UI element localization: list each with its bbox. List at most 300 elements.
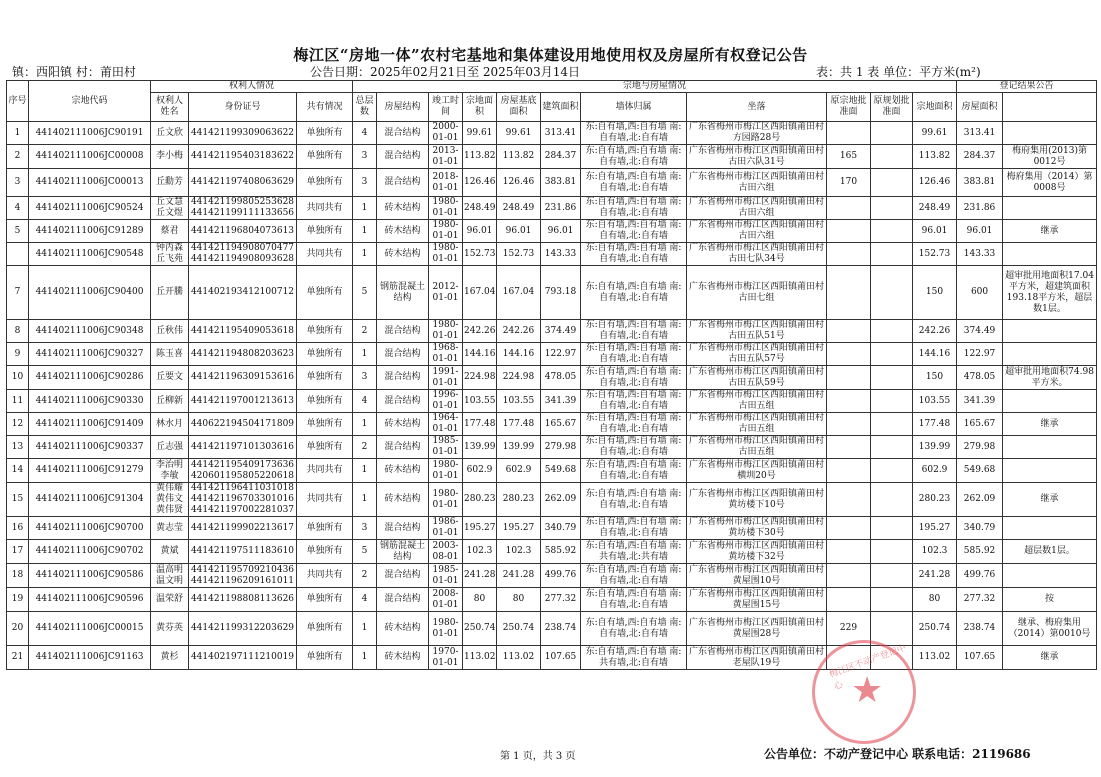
- cell-orig-plan: [871, 145, 913, 169]
- table-body: [7, 122, 1097, 670]
- cell-address: 广东省梅州市梅江区西阳镇莆田村古田六组: [687, 169, 827, 197]
- cell-orig-approved: [827, 243, 871, 266]
- cell-address: 广东省梅州市梅江区西阳镇莆田村黄坊楼下30号: [687, 517, 827, 540]
- cell-floor-count: 4: [353, 122, 377, 145]
- cell-orig-approved: [827, 366, 871, 390]
- cell-result-house: 277.32: [957, 588, 1003, 612]
- cell-built-date: 1985-01-01: [429, 436, 463, 459]
- table-row: [7, 436, 1097, 459]
- cell-id-number: 441421196309153616: [189, 366, 297, 390]
- cell-result-land: 241.28: [913, 564, 957, 588]
- cell-owner-name: 林水月: [151, 413, 189, 436]
- location-info: 镇：西阳镇 村：莆田村: [12, 65, 136, 79]
- cell-parcel-code: 441402111006JC91279: [29, 459, 151, 483]
- cell-orig-approved: [827, 483, 871, 517]
- cell-remark: 继承: [1003, 220, 1097, 243]
- cell-built-date: 2003-08-01: [429, 540, 463, 564]
- cell-owner-name: 丘勳芳: [151, 169, 189, 197]
- cell-seq: 18: [7, 564, 29, 588]
- cell-result-house: 374.49: [957, 320, 1003, 343]
- cell-build-area: 499.76: [541, 564, 581, 588]
- cell-base-area: 99.61: [497, 122, 541, 145]
- cell-address: 广东省梅州市梅江区西阳镇莆田村古田五组: [687, 390, 827, 413]
- cell-build-area: 277.32: [541, 588, 581, 612]
- cell-orig-approved: [827, 220, 871, 243]
- cell-base-area: 241.28: [497, 564, 541, 588]
- cell-structure: 钢筋混凝土结构: [377, 540, 429, 564]
- cell-base-area: 139.99: [497, 436, 541, 459]
- cell-owner-name: 丘要文: [151, 366, 189, 390]
- header-share: 共有情况: [297, 93, 353, 122]
- cell-parcel-code: 441402111006JC90191: [29, 122, 151, 145]
- cell-floor-count: 1: [353, 483, 377, 517]
- cell-share-type: 单独所有: [297, 145, 353, 169]
- cell-id-number: 441421199309063622: [189, 122, 297, 145]
- cell-seq: 3: [7, 169, 29, 197]
- cell-orig-plan: [871, 564, 913, 588]
- cell-build-area: 313.41: [541, 122, 581, 145]
- cell-result-land: 150: [913, 366, 957, 390]
- cell-parcel-code: 441402111006JC90524: [29, 197, 151, 220]
- cell-build-area: 122.97: [541, 343, 581, 366]
- cell-floor-count: 1: [353, 243, 377, 266]
- cell-result-land: 126.46: [913, 169, 957, 197]
- cell-address: 广东省梅州市梅江区西阳镇莆田村横圳20号: [687, 459, 827, 483]
- table-row: [7, 540, 1097, 564]
- cell-structure: 砖木结构: [377, 197, 429, 220]
- cell-share-type: 共同共有: [297, 243, 353, 266]
- cell-land-area: 602.9: [463, 459, 497, 483]
- table-row: [7, 459, 1097, 483]
- cell-structure: 混合结构: [377, 390, 429, 413]
- cell-floor-count: 2: [353, 564, 377, 588]
- cell-share-type: 单独所有: [297, 390, 353, 413]
- cell-wall-ownership: 东:自有墙,西:自有墙 南:自有墙,北:自有墙: [581, 366, 687, 390]
- cell-land-area: 102.3: [463, 540, 497, 564]
- cell-result-house: 341.39: [957, 390, 1003, 413]
- cell-result-land: 139.99: [913, 436, 957, 459]
- cell-result-house: 231.86: [957, 197, 1003, 220]
- cell-base-area: 250.74: [497, 612, 541, 646]
- cell-seq: 17: [7, 540, 29, 564]
- cell-land-area: 280.23: [463, 483, 497, 517]
- table-row: [7, 612, 1097, 646]
- cell-orig-plan: [871, 343, 913, 366]
- cell-seq: 5: [7, 220, 29, 243]
- cell-build-area: 585.92: [541, 540, 581, 564]
- cell-id-number: 441421197001213613: [189, 390, 297, 413]
- cell-owner-name: 黄志莹: [151, 517, 189, 540]
- cell-share-type: 单独所有: [297, 517, 353, 540]
- cell-built-date: 1968-01-01: [429, 343, 463, 366]
- cell-id-number: 441421197101303616: [189, 436, 297, 459]
- table-row: [7, 588, 1097, 612]
- cell-owner-name: 黄伟耀 黄伟文 黄伟贤: [151, 483, 189, 517]
- cell-parcel-code: 441402111006JC90286: [29, 366, 151, 390]
- cell-wall-ownership: 东:自有墙,西:自有墙 南:自有墙,北:自有墙: [581, 612, 687, 646]
- table-row: [7, 122, 1097, 145]
- cell-address: 广东省梅州市梅江区西阳镇莆田村古田六组: [687, 197, 827, 220]
- cell-wall-ownership: 东:自有墙,西:自有墙 南:自有墙,北:自有墙: [581, 564, 687, 588]
- cell-base-area: 195.27: [497, 517, 541, 540]
- cell-orig-plan: [871, 436, 913, 459]
- cell-structure: 混合结构: [377, 436, 429, 459]
- cell-structure: 混合结构: [377, 320, 429, 343]
- cell-wall-ownership: 东:自有墙,西:自有墙 南:自有墙,北:自有墙: [581, 343, 687, 366]
- cell-seq: 12: [7, 413, 29, 436]
- header-boundary: 墙体归属: [581, 93, 687, 122]
- cell-address: 广东省梅州市梅江区西阳镇莆田村古田五组: [687, 413, 827, 436]
- cell-parcel-code: 441402111006JC91304: [29, 483, 151, 517]
- cell-id-number: 441421195409053618: [189, 320, 297, 343]
- table-row: [7, 169, 1097, 197]
- cell-build-area: 262.09: [541, 483, 581, 517]
- cell-orig-plan: [871, 243, 913, 266]
- cell-build-area: 340.79: [541, 517, 581, 540]
- cell-built-date: 1964-01-01: [429, 413, 463, 436]
- cell-share-type: 单独所有: [297, 540, 353, 564]
- cell-owner-name: 丘秋伟: [151, 320, 189, 343]
- cell-orig-plan: [871, 483, 913, 517]
- cell-remark: 继承: [1003, 483, 1097, 517]
- cell-result-land: 99.61: [913, 122, 957, 145]
- cell-id-number: 441421195709210436 441421196209161011: [189, 564, 297, 588]
- cell-floor-count: 3: [353, 169, 377, 197]
- cell-owner-name: 温高明 温文明: [151, 564, 189, 588]
- cell-share-type: 单独所有: [297, 588, 353, 612]
- cell-build-area: 341.39: [541, 390, 581, 413]
- cell-parcel-code: 441402111006JC00013: [29, 169, 151, 197]
- cell-id-number: 441421195409173636 420601195805220618: [189, 459, 297, 483]
- cell-id-number: 441421195403183622: [189, 145, 297, 169]
- cell-orig-approved: [827, 459, 871, 483]
- cell-seq: 15: [7, 483, 29, 517]
- cell-land-area: 241.28: [463, 564, 497, 588]
- cell-wall-ownership: 东:自有墙,西:自有墙 南:自有墙,北:自有墙: [581, 243, 687, 266]
- cell-address: 广东省梅州市梅江区西阳镇莆田村黄屋围10号: [687, 564, 827, 588]
- cell-result-house: 107.65: [957, 646, 1003, 670]
- cell-parcel-code: 441402111006JC00015: [29, 612, 151, 646]
- cell-floor-count: 2: [353, 320, 377, 343]
- cell-orig-plan: [871, 197, 913, 220]
- cell-owner-name: 温荣舒: [151, 588, 189, 612]
- cell-floor-count: 1: [353, 459, 377, 483]
- cell-remark: [1003, 122, 1097, 145]
- cell-share-type: 单独所有: [297, 320, 353, 343]
- cell-owner-name: 黄芬英: [151, 612, 189, 646]
- table-row: [7, 220, 1097, 243]
- cell-land-area: 248.49: [463, 197, 497, 220]
- cell-parcel-code: 441402111006JC90586: [29, 564, 151, 588]
- cell-result-house: 478.05: [957, 366, 1003, 390]
- cell-structure: 砖木结构: [377, 413, 429, 436]
- cell-result-land: 248.49: [913, 197, 957, 220]
- cell-result-land: 144.16: [913, 343, 957, 366]
- cell-id-number: 441421196411031018 441421196703301016 441421197002281037: [189, 483, 297, 517]
- cell-built-date: 1996-01-01: [429, 390, 463, 413]
- cell-address: 广东省梅州市梅江区西阳镇莆田村黄坊楼下10号: [687, 483, 827, 517]
- cell-land-area: 167.04: [463, 266, 497, 320]
- cell-structure: 混合结构: [377, 366, 429, 390]
- cell-remark: 继承、梅府集用（2014）第0010号: [1003, 612, 1097, 646]
- table-row: [7, 564, 1097, 588]
- cell-seq: 16: [7, 517, 29, 540]
- cell-parcel-code: 441402111006JC90330: [29, 390, 151, 413]
- cell-orig-plan: [871, 366, 913, 390]
- cell-land-area: 126.46: [463, 169, 497, 197]
- cell-build-area: 96.01: [541, 220, 581, 243]
- cell-share-type: 单独所有: [297, 122, 353, 145]
- cell-structure: 砖木结构: [377, 459, 429, 483]
- cell-result-land: 242.26: [913, 320, 957, 343]
- header-name: 权利人姓名: [151, 93, 189, 122]
- cell-orig-plan: [871, 588, 913, 612]
- cell-result-house: 122.97: [957, 343, 1003, 366]
- cell-result-land: 280.23: [913, 483, 957, 517]
- cell-orig-approved: [827, 540, 871, 564]
- cell-parcel-code: 441402111006JC90596: [29, 588, 151, 612]
- cell-share-type: 单独所有: [297, 220, 353, 243]
- cell-result-house: 143.33: [957, 243, 1003, 266]
- cell-build-area: 374.49: [541, 320, 581, 343]
- cell-address: 广东省梅州市梅江区西阳镇莆田村古田五组: [687, 436, 827, 459]
- cell-address: 广东省梅州市梅江区西阳镇莆田村方园路28号: [687, 122, 827, 145]
- cell-id-number: 441402197111210019: [189, 646, 297, 670]
- cell-seq: 8: [7, 320, 29, 343]
- cell-build-area: 279.98: [541, 436, 581, 459]
- cell-address: 广东省梅州市梅江区西阳镇莆田村古田七队34号: [687, 243, 827, 266]
- cell-owner-name: 丘文欣: [151, 122, 189, 145]
- cell-remark: 超审批用地面积17.04平方米，超建筑面积193.18平方米，超层数1层。: [1003, 266, 1097, 320]
- cell-built-date: 2008-01-01: [429, 588, 463, 612]
- cell-address: 广东省梅州市梅江区西阳镇莆田村古田五队51号: [687, 320, 827, 343]
- cell-wall-ownership: 东:自有墙,西:自有墙 南:共有墙,北:自有墙: [581, 646, 687, 670]
- cell-wall-ownership: 东:自有墙,西:自有墙 南:自有墙,北:自有墙: [581, 122, 687, 145]
- table-row: [7, 197, 1097, 220]
- header-base-area: 房屋基底面积: [497, 93, 541, 122]
- cell-id-number: 441421194908070477 441421194908093628: [189, 243, 297, 266]
- cell-id-number: 441421198808113626: [189, 588, 297, 612]
- cell-owner-name: 丘志强: [151, 436, 189, 459]
- table-row: [7, 646, 1097, 670]
- cell-parcel-code: 441402111006JC90348: [29, 320, 151, 343]
- cell-orig-approved: [827, 413, 871, 436]
- publisher-contact: 公告单位：不动产登记中心 联系电话：2119686: [764, 747, 1031, 761]
- cell-structure: 钢筋混凝土结构: [377, 266, 429, 320]
- cell-orig-approved: [827, 564, 871, 588]
- cell-result-land: 96.01: [913, 220, 957, 243]
- cell-result-house: 313.41: [957, 122, 1003, 145]
- cell-owner-name: 陈玉喜: [151, 343, 189, 366]
- document-title: 梅江区“房地一体”农村宅基地和集体建设用地使用权及房屋所有权登记公告: [293, 46, 808, 64]
- cell-result-land: 113.82: [913, 145, 957, 169]
- cell-wall-ownership: 东:自有墙,西:自有墙 南:自有墙,北:自有墙: [581, 413, 687, 436]
- cell-owner-name: 丘柳新: [151, 390, 189, 413]
- cell-orig-approved: [827, 436, 871, 459]
- cell-orig-plan: [871, 413, 913, 436]
- cell-share-type: 共同共有: [297, 197, 353, 220]
- cell-share-type: 单独所有: [297, 266, 353, 320]
- cell-seq: 9: [7, 343, 29, 366]
- cell-built-date: 1980-01-01: [429, 220, 463, 243]
- header-structure: 房屋结构: [377, 93, 429, 122]
- cell-remark: [1003, 436, 1097, 459]
- cell-wall-ownership: 东:自有墙,西:自有墙 南:自有墙,北:自有墙: [581, 320, 687, 343]
- cell-result-house: 279.98: [957, 436, 1003, 459]
- cell-owner-name: 黄杉: [151, 646, 189, 670]
- cell-address: 广东省梅州市梅江区西阳镇莆田村古田六组: [687, 220, 827, 243]
- cell-base-area: 167.04: [497, 266, 541, 320]
- cell-built-date: 1980-01-01: [429, 483, 463, 517]
- cell-share-type: 共同共有: [297, 459, 353, 483]
- cell-base-area: 96.01: [497, 220, 541, 243]
- cell-result-land: 80: [913, 588, 957, 612]
- table-row: [7, 145, 1097, 169]
- cell-orig-plan: [871, 122, 913, 145]
- cell-orig-approved: [827, 588, 871, 612]
- cell-address: 广东省梅州市梅江区西阳镇莆田村古田七组: [687, 266, 827, 320]
- cell-land-area: 139.99: [463, 436, 497, 459]
- cell-orig-approved: [827, 122, 871, 145]
- cell-built-date: 1980-01-01: [429, 459, 463, 483]
- cell-structure: 混合结构: [377, 588, 429, 612]
- cell-built-date: 2013-01-01: [429, 145, 463, 169]
- table-row: [7, 413, 1097, 436]
- cell-built-date: 1980-01-01: [429, 197, 463, 220]
- cell-land-area: 152.73: [463, 243, 497, 266]
- cell-parcel-code: 441402111006JC91409: [29, 413, 151, 436]
- cell-wall-ownership: 东:自有墙,西:自有墙 南:共有墙,北:共有墙: [581, 540, 687, 564]
- cell-address: 广东省梅州市梅江区西阳镇莆田村黄屋围28号: [687, 612, 827, 646]
- cell-structure: 砖木结构: [377, 646, 429, 670]
- cell-remark: 超层数1层。: [1003, 540, 1097, 564]
- cell-seq: 14: [7, 459, 29, 483]
- cell-seq: 19: [7, 588, 29, 612]
- cell-remark: [1003, 517, 1097, 540]
- table-info: 表：共 1 表 单位：平方米(m²): [816, 65, 981, 79]
- table-row: [7, 243, 1097, 266]
- cell-id-number: 441421199312203629: [189, 612, 297, 646]
- cell-owner-name: 李小梅: [151, 145, 189, 169]
- cell-result-land: 250.74: [913, 612, 957, 646]
- cell-land-area: 250.74: [463, 612, 497, 646]
- cell-share-type: 共同共有: [297, 483, 353, 517]
- cell-id-number: 441402193412100712: [189, 266, 297, 320]
- header-built: 竣工时间: [429, 93, 463, 122]
- cell-wall-ownership: 东:自有墙,西:自有墙 南:自有墙,北:自有墙: [581, 517, 687, 540]
- header-result-group: 登记结果公告: [957, 81, 1097, 93]
- cell-floor-count: 1: [353, 646, 377, 670]
- cell-base-area: 152.73: [497, 243, 541, 266]
- cell-base-area: 280.23: [497, 483, 541, 517]
- cell-floor-count: 1: [353, 343, 377, 366]
- cell-remark: [1003, 564, 1097, 588]
- cell-result-house: 383.81: [957, 169, 1003, 197]
- cell-land-area: 144.16: [463, 343, 497, 366]
- cell-result-land: 177.48: [913, 413, 957, 436]
- header-orig-plan: 原规划批准面: [871, 93, 913, 122]
- cell-orig-approved: [827, 517, 871, 540]
- cell-parcel-code: 441402111006JC90327: [29, 343, 151, 366]
- cell-result-land: 103.55: [913, 390, 957, 413]
- cell-structure: 混合结构: [377, 122, 429, 145]
- cell-parcel-code: 441402111006JC90702: [29, 540, 151, 564]
- cell-wall-ownership: 东:自有墙,西:自有墙 南:自有墙,北:自有墙: [581, 483, 687, 517]
- cell-result-land: 152.73: [913, 243, 957, 266]
- cell-land-area: 177.48: [463, 413, 497, 436]
- cell-result-land: 150: [913, 266, 957, 320]
- cell-orig-plan: [871, 459, 913, 483]
- cell-result-land: 602.9: [913, 459, 957, 483]
- cell-built-date: 1991-01-01: [429, 366, 463, 390]
- cell-address: 广东省梅州市梅江区西阳镇莆田村古田五队57号: [687, 343, 827, 366]
- cell-orig-plan: [871, 390, 913, 413]
- cell-floor-count: 1: [353, 220, 377, 243]
- cell-land-area: 242.26: [463, 320, 497, 343]
- cell-seq: 20: [7, 612, 29, 646]
- cell-remark: 梅府集用(2013)第0012号: [1003, 145, 1097, 169]
- cell-floor-count: 4: [353, 588, 377, 612]
- cell-structure: 混合结构: [377, 145, 429, 169]
- cell-wall-ownership: 东:自有墙,西:自有墙 南:自有墙,北:自有墙: [581, 220, 687, 243]
- cell-address: 广东省梅州市梅江区西阳镇莆田村黄屋围15号: [687, 588, 827, 612]
- cell-seq: 7: [7, 266, 29, 320]
- cell-land-area: 195.27: [463, 517, 497, 540]
- cell-land-area: 224.98: [463, 366, 497, 390]
- cell-base-area: 102.3: [497, 540, 541, 564]
- cell-remark: 梅府集用（2014）第0008号: [1003, 169, 1097, 197]
- cell-remark: [1003, 197, 1097, 220]
- cell-wall-ownership: 东:自有墙,西:自有墙 南:自有墙,北:自有墙: [581, 266, 687, 320]
- cell-parcel-code: 441402111006JC90337: [29, 436, 151, 459]
- cell-base-area: 103.55: [497, 390, 541, 413]
- cell-result-house: 262.09: [957, 483, 1003, 517]
- cell-build-area: 793.18: [541, 266, 581, 320]
- registration-table: [6, 80, 1097, 670]
- header-id: 身份证号: [189, 93, 297, 122]
- cell-land-area: 96.01: [463, 220, 497, 243]
- cell-floor-count: 3: [353, 366, 377, 390]
- cell-address: 广东省梅州市梅江区西阳镇莆田村古田六队31号: [687, 145, 827, 169]
- cell-id-number: 441421199805253628 441421199111133656: [189, 197, 297, 220]
- cell-remark: 按: [1003, 588, 1097, 612]
- cell-share-type: 单独所有: [297, 343, 353, 366]
- cell-build-area: 231.86: [541, 197, 581, 220]
- cell-built-date: 1985-01-01: [429, 564, 463, 588]
- cell-id-number: 441421196804073613: [189, 220, 297, 243]
- cell-orig-plan: [871, 220, 913, 243]
- cell-remark: 继承: [1003, 646, 1097, 670]
- table-row: [7, 320, 1097, 343]
- table-row: [7, 517, 1097, 540]
- cell-orig-approved: [827, 266, 871, 320]
- cell-seq: 1: [7, 122, 29, 145]
- cell-result-house: 165.67: [957, 413, 1003, 436]
- header-seq: 序号: [7, 81, 29, 122]
- cell-remark: [1003, 459, 1097, 483]
- cell-remark: [1003, 243, 1097, 266]
- cell-built-date: 1980-01-01: [429, 243, 463, 266]
- header-owner-group: 权利人情况: [151, 81, 353, 93]
- cell-owner-name: 丘文慧 丘文煜: [151, 197, 189, 220]
- cell-owner-name: 蔡君: [151, 220, 189, 243]
- cell-owner-name: 钟丙森 丘飞苑: [151, 243, 189, 266]
- cell-structure: 混合结构: [377, 169, 429, 197]
- cell-build-area: 478.05: [541, 366, 581, 390]
- cell-parcel-code: 441402111006JC91163: [29, 646, 151, 670]
- cell-orig-approved: 165: [827, 145, 871, 169]
- cell-address: 广东省梅州市梅江区西阳镇莆田村老屋队19号: [687, 646, 827, 670]
